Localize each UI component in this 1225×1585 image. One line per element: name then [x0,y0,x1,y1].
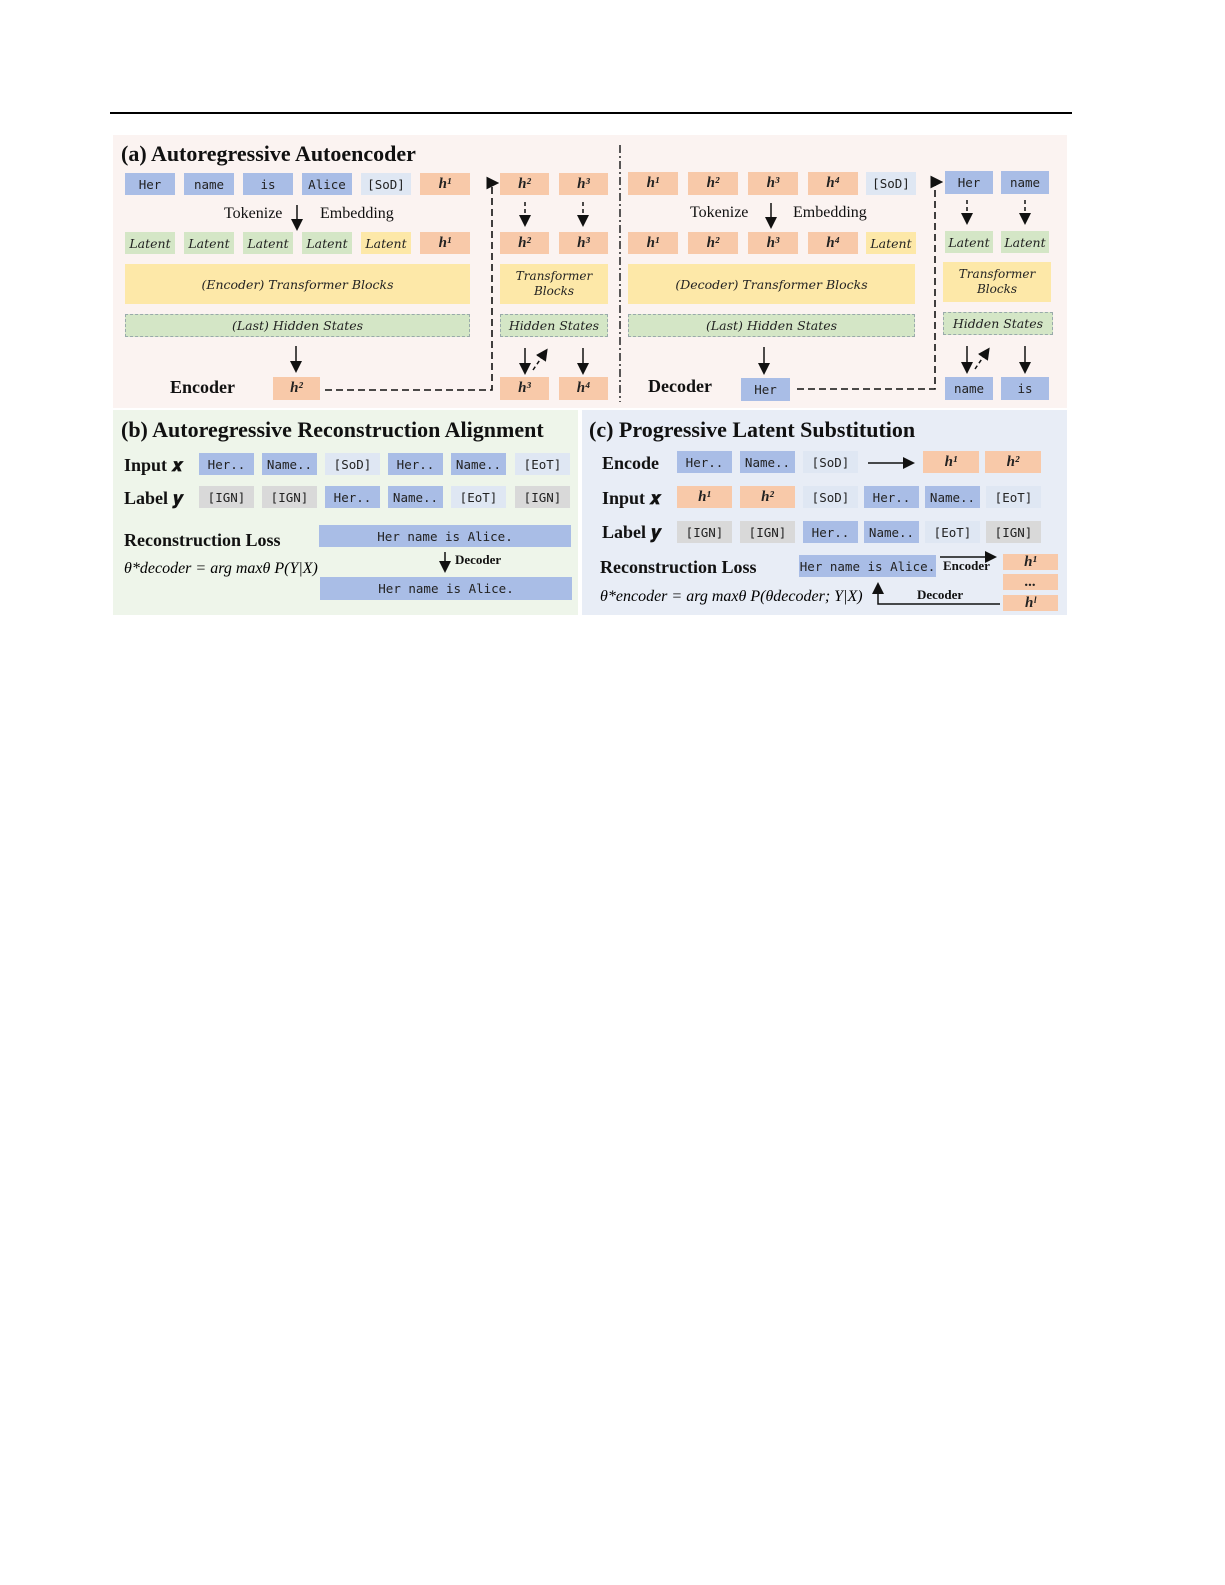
b-input-token: [EoT] [515,453,570,475]
dec-hidden-states: (Last) Hidden States [628,314,915,337]
b-sentence-output: Her name is Alice. [320,577,572,600]
dec-step-output: name [945,377,993,400]
c-encoder-label: Encoder [943,558,990,573]
b-label-token: [EoT] [451,486,506,508]
dec-latent-token: h¹ [628,232,678,254]
enc-loop-dashed-arrow [325,183,496,390]
dec-step-embedding: Latent [945,231,993,253]
c-encode-token: Name.. [740,451,795,473]
b-input-label: Input 𝒙 [124,455,184,475]
b-input-token: [SoD] [325,453,380,475]
b-input-token: Her.. [388,453,443,475]
dec-step-output: is [1001,377,1049,400]
enc-step-embedding: h³ [559,232,608,254]
c-input-token: [EoT] [986,486,1041,508]
embedding-label-decoder: Embedding [793,204,867,221]
c-latent-ellipsis: ... [1003,574,1058,590]
dec-step-input: name [1001,171,1049,194]
enc-step-input: h² [500,173,549,195]
b-decoder-label: Decoder [455,552,502,567]
c-encode-latent: h² [985,451,1041,473]
c-input-token: [SoD] [803,486,858,508]
embedding-label: Embedding [320,205,394,222]
b-label-token: Her.. [325,486,380,508]
enc-input-token: h¹ [420,173,470,195]
dec-input-token: h¹ [628,172,678,195]
enc-output-token: h² [273,377,320,400]
c-encode-token: Her.. [677,451,732,473]
c-formula-text: θ*encoder = arg maxθ P(θdecoder; Y|X) [600,588,863,605]
c-label-token: [EoT] [925,521,980,543]
panel-c-title: (c) Progressive Latent Substitution [589,417,916,442]
enc-latent-token: Latent [243,232,293,254]
c-label-token: Her.. [803,521,858,543]
b-label-label: Label 𝒚 [124,488,184,508]
enc-input-token: name [184,173,234,195]
enc-step-embedding: h² [500,232,549,254]
dec-step-input: Her [945,171,993,194]
c-encode-latent: h¹ [923,451,979,473]
enc-latent-token: h¹ [420,232,470,254]
enc-input-token: Her [125,173,175,195]
dec-loop-dashed-arrow [797,182,940,389]
c-input-token: h¹ [677,486,732,508]
enc-latent-token: Latent [125,232,175,254]
enc-input-token: is [243,173,293,195]
enc-latent-token: Latent [184,232,234,254]
b-label-token: Name.. [388,486,443,508]
dstep-feedback-arrow [975,350,988,369]
c-label-token: [IGN] [740,521,795,543]
c-latent: h¹ [1003,554,1058,570]
dec-output-token: Her [741,378,790,401]
c-encode-label: Encode [602,453,660,473]
step-hidden-states: Hidden States [500,314,608,337]
c-decoder-arrow [878,585,1000,604]
enc-transformer-blocks: (Encoder) Transformer Blocks [125,264,470,304]
dec-transformer-blocks: (Decoder) Transformer Blocks [628,264,915,304]
enc-step-output: h³ [500,377,549,400]
dec-latent-token: h⁴ [808,232,858,254]
c-decoder-label: Decoder [917,587,964,602]
c-input-token: Her.. [864,486,919,508]
b-sentence-input: Her name is Alice. [319,525,571,547]
enc-step-input: h³ [559,173,608,195]
enc-input-token: Alice [302,173,352,195]
c-label-token: Name.. [864,521,919,543]
step-transformer-blocks: Transformer Blocks [500,264,608,304]
b-label-token: [IGN] [262,486,317,508]
dec-input-token: h³ [748,172,798,195]
b-loss-label: Reconstruction Loss [124,530,281,550]
b-label-token: [IGN] [199,486,254,508]
enc-latent-token: Latent [302,232,352,254]
dec-input-token: h⁴ [808,172,858,195]
b-input-token: Her.. [199,453,254,475]
c-encode-token: [SoD] [803,451,858,473]
enc-latent-token: Latent [361,232,411,254]
panel-b-title: (b) Autoregressive Reconstruction Alignment [121,417,544,442]
enc-step-output: h⁴ [559,377,608,400]
c-label-token: [IGN] [677,521,732,543]
dec-latent-token: Latent [866,232,916,254]
dec-input-token: h² [688,172,738,195]
step-feedback-arrow [533,351,546,370]
c-loss-label: Reconstruction Loss [600,557,757,577]
c-input-token: h² [740,486,795,508]
panel-a-title: (a) Autoregressive Autoencoder [121,141,416,166]
b-formula-text: θ*decoder = arg maxθ P(Y|X) [124,560,318,577]
c-label-label: Label 𝒚 [602,522,662,542]
enc-input-token: [SoD] [361,173,411,195]
c-sentence: Her name is Alice. [799,555,936,577]
dec-step-embedding: Latent [1001,231,1049,253]
c-label-token: [IGN] [986,521,1041,543]
c-input-label: Input 𝒙 [602,488,662,508]
dec-latent-token: h³ [748,232,798,254]
b-input-token: Name.. [262,453,317,475]
dstep-hidden-states: Hidden States [943,312,1053,335]
c-input-token: Name.. [925,486,980,508]
b-input-token: Name.. [451,453,506,475]
dstep-transformer-blocks: Transformer Blocks [943,262,1051,302]
c-latent-last: hˡ [1003,595,1058,611]
decoder-label: Decoder [648,376,712,396]
enc-hidden-states: (Last) Hidden States [125,314,470,337]
b-label-token: [IGN] [515,486,570,508]
dec-input-token: [SoD] [866,172,916,195]
dec-latent-token: h² [688,232,738,254]
tokenize-label-decoder: Tokenize [690,204,749,221]
tokenize-label: Tokenize [224,205,283,222]
encoder-label: Encoder [170,377,235,397]
